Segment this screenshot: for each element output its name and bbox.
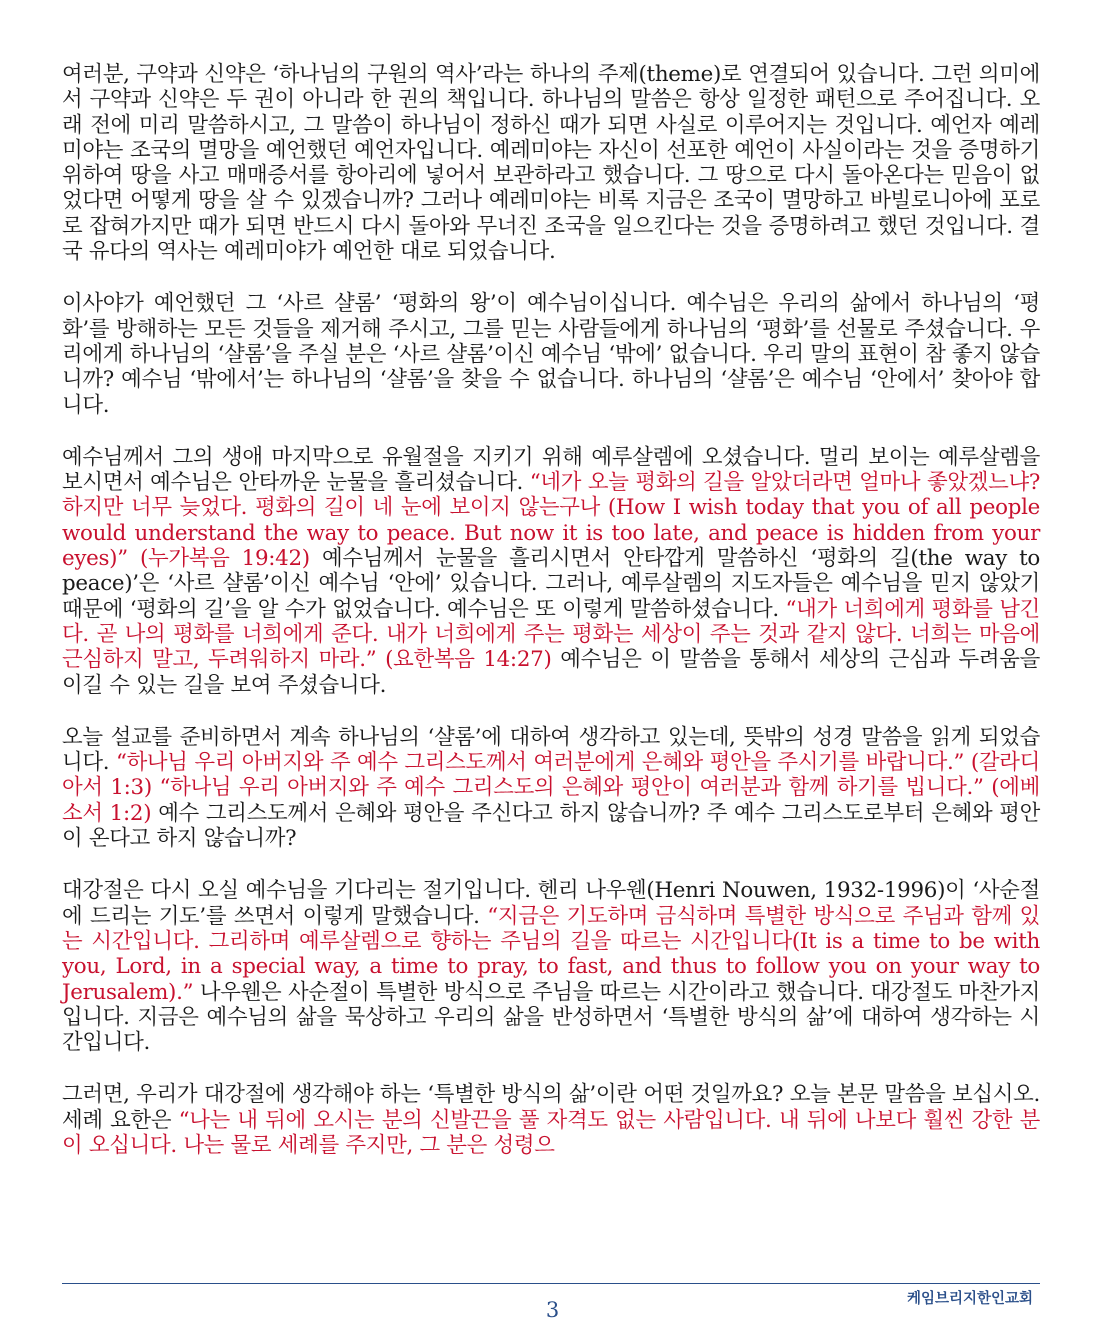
- page-number: 3: [545, 1298, 560, 1322]
- paragraph-1: [62, 62, 1040, 264]
- paragraph-3: [62, 445, 1040, 698]
- quote-text: “지금은 기도하며 금식하며 특별한 방식으로 주님과 함께 있는 시간입니다. 그리하며 예루살렘으로 향하는 주님의 길을 따르는 시간입니다(It is a time to be with you, Lord, in a special way, a time to pray, to fast, and thus to follow you on your way to Jerusalem).”: [62, 903, 1040, 1005]
- paragraph-text: 이사야가 예언했던 그 ‘사르 샬롬’ ‘평화의 왕’이 예수님이십니다. 예수님은 우리의 삶에서 하나님의 ‘평화’를 방해하는 모든 것들을 제거해 주시고, 그를 믿는 사람들에게 하나님의 ‘평화’를 선물로 주셨습니다. 우리에게 하나님의 ‘샬롬’을 주실 분은 ‘사르 샬롬’이신 예수님 ‘밖에’ 없습니다. 우리 말의 표현이 참 좋지 않습니까? 예수님 ‘밖에서’는 하나님의 ‘샬롬’을 찾을 수 없습니다. 하나님의 ‘샬롬’은 예수님 ‘안에서’ 찾아야 합니다.: [62, 291, 1040, 418]
- scripture-quote: “내가 너희에게 평화를 남긴다. 곧 나의 평화를 너희에게 준다. 내가 너희에게 주는 평화는 세상이 주는 것과 같지 않다. 너희는 마음에 근심하지 말고, 두려워하지 마라.” (요한복음 14:27): [62, 596, 1040, 673]
- scripture-quote: “나는 내 뒤에 오시는 분의 신발끈을 풀 자격도 없는 사람입니다. 내 뒤에 나보다 훨씬 강한 분이 오십니다. 나는 물로 세례를 주지만, 그 분은 성령으: [62, 1107, 1040, 1158]
- scripture-quote: “네가 오늘 평화의 길을 알았더라면 얼마나 좋았겠느냐? 하지만 너무 늦었다. 평화의 길이 네 눈에 보이지 않는구나 (How I wish today that you of all people would understand the way to peace. But now it is too late, and peace is hidden from your eyes)” (누가복음 19:42): [62, 470, 1040, 572]
- paragraph-text: 오늘 설교를 준비하면서 계속 하나님의 ‘샬롬’에 대하여 생각하고 있는데, 뜻밖의 성경 말씀을 읽게 되었습니다.: [62, 724, 1040, 776]
- paragraph-text: 예수 그리스도께서 은혜와 평안을 주신다고 하지 않습니까? 주 예수 그리스도로부터 은혜와 평안이 온다고 하지 않습니까?: [62, 800, 1040, 852]
- paragraph-text: 예수님께서 그의 생애 마지막으로 유월절을 지키기 위해 예루살렘에 오셨습니다. 멀리 보이는 예루살렘을 보시면서 예수님은 안타까운 눈물을 흘리셨습니다.: [62, 444, 1040, 496]
- paragraph-text: 대강절은 다시 오실 예수님을 기다리는 절기입니다. 헨리 나우웬(Henri Nouwen, 1932-1996)이 ‘사순절에 드리는 기도’를 쓰면서 이렇게 말했습니다.: [62, 878, 1040, 929]
- footer-divider: [62, 1283, 1040, 1284]
- paragraph-5: [62, 878, 1040, 1055]
- document-body: [62, 62, 1040, 1185]
- paragraph-text: 그러면, 우리가 대강절에 생각해야 하는 ‘특별한 방식의 삶’이란 어떤 것일까요? 오늘 본문 말씀을 보십시오. 세례 요한은: [62, 1082, 1040, 1133]
- paragraph-text: 예수님께서 눈물을 흘리시면서 안타깝게 말씀하신 ‘평화의 길(the way to peace)’은 ‘사르 샬롬’이신 예수님 ‘안에’ 있습니다. 그러나, 예루살렘의 지도자들은 예수님을 믿지 않았기 때문에 ‘평화의 길’을 알 수가 없었습니다. 예수님은 또 이렇게 말씀하셨습니다.: [62, 546, 1040, 622]
- paragraph-4: [62, 725, 1040, 851]
- paragraph-6: [62, 1082, 1040, 1158]
- paragraph-text: 여러분, 구약과 신약은 ‘하나님의 구원의 역사’라는 하나의 주제(theme)로 연결되어 있습니다. 그런 의미에서 구약과 신약은 두 권이 아니라 한 권의 책입니다. 하나님의 말씀은 항상 일정한 패턴으로 주어집니다. 오래 전에 미리 말씀하시고, 그 말씀이 하나님이 정하신 때가 되면 사실로 이루어지는 것입니다. 예언자 예레미야는 조국의 멸망을 예언했던 예언자입니다. 예레미야는 자신이 선포한 예언이 사실이라는 것을 증명하기 위하여 땅을 사고 매매증서를 항아리에 넣어서 보관하라고 했습니다. 그 땅으로 다시 돌아온다는 믿음이 없었다면 어떻게 땅을 살 수 있겠습니까? 그러나 예레미야는 비록 지금은 조국이 멸망하고 바빌로니아에 포로로 잡혀가지만 때가 되면 반드시 다시 돌아와 무너진 조국을 일으킨다는 것을 증명하려고 했던 것입니다. 결국 유다의 역사는 예레미야가 예언한 대로 되었습니다.: [62, 62, 1040, 265]
- paragraph-text: 나우웬은 사순절이 특별한 방식으로 주님을 따르는 시간이라고 했습니다. 대강절도 마찬가지입니다. 지금은 예수님의 삶을 묵상하고 우리의 삶을 반성하면서 ‘특별한 방식의 삶’에 대하여 생각하는 시간입니다.: [62, 979, 1040, 1056]
- scripture-quote: “하나님 우리 아버지와 주 예수 그리스도께서 여러분에게 은혜와 평안을 주시기를 바랍니다.” (갈라디아서 1:3) “하나님 우리 아버지와 주 예수 그리스도의 은혜와 평안이 여러분과 함께 하기를 빕니다.” (에베소서 1:2): [62, 750, 1040, 826]
- paragraph-text: 예수님은 이 말씀을 통해서 세상의 근심과 두려움을 이길 수 있는 길을 보여 주셨습니다.: [62, 647, 1040, 698]
- church-name: 케임브리지한인교회: [906, 1291, 1033, 1307]
- paragraph-2: [62, 291, 1040, 417]
